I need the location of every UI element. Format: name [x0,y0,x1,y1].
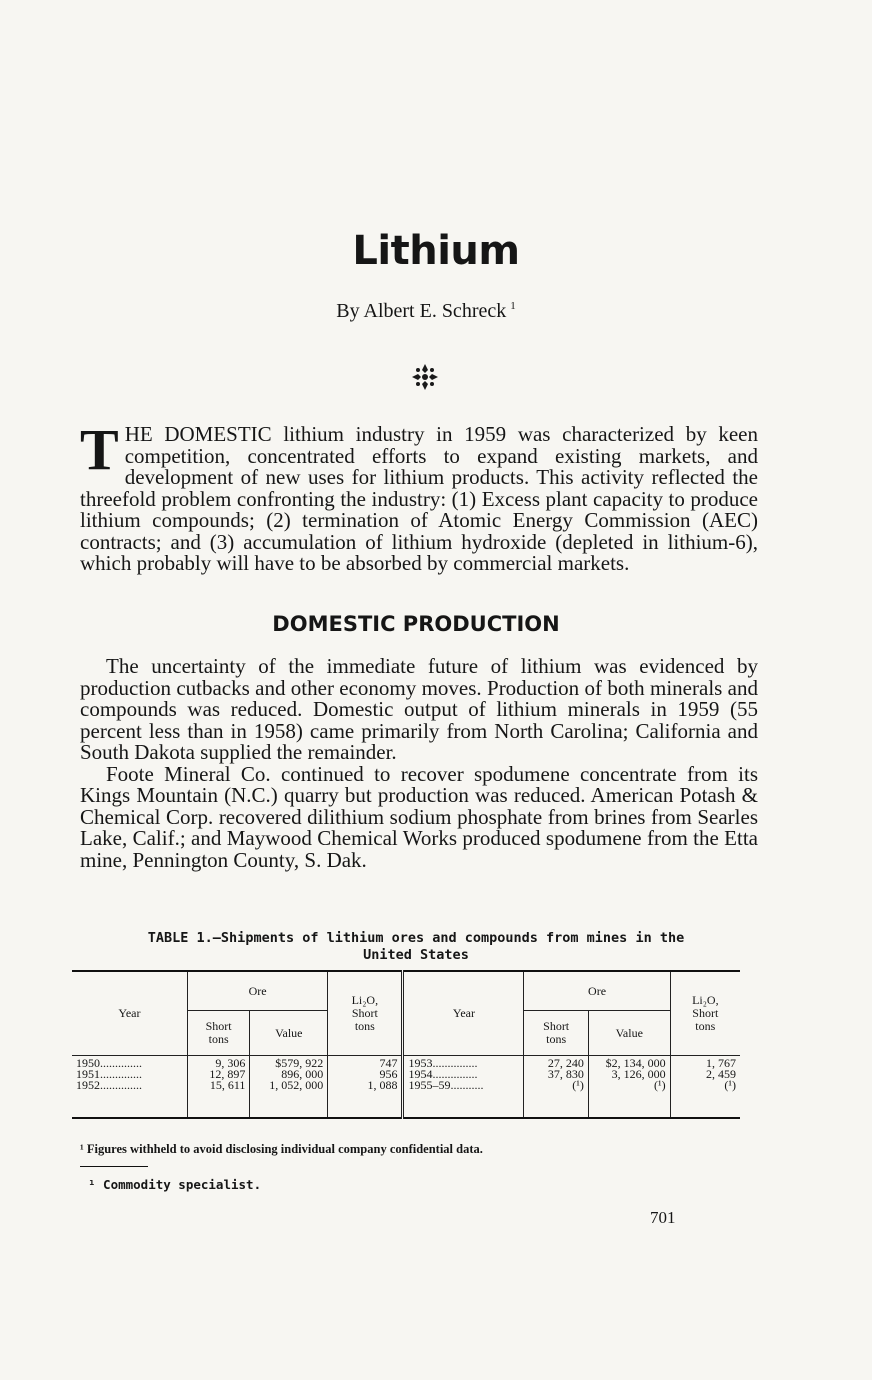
year-value: 1954 [408,1067,433,1081]
footnote-marker: 1 [510,300,516,313]
paragraph: The uncertainty of the immediate future of lithium was evidenced by production cutbacks and other economy moves. Production of both minerals and compounds was reduced. Domestic output of lithium minerals in 1959 (55 percent less than in 1958) came primarily from North Carolina; California and South Dakota supplied the remainder. [80,654,758,764]
shipments-table [72,970,740,1119]
cell-value: 15, 611 [209,1078,246,1092]
header-ore: Ore [187,971,327,1011]
header-value: Value [250,1011,328,1056]
page-title: Lithium [352,228,520,274]
short-tons-cell [524,1056,588,1118]
cell-value: 9, 306 [215,1056,246,1070]
table-caption-line: TABLE 1.—Shipments of lithium ores and compounds from mines in the [147,930,685,946]
table-caption [96,930,736,964]
value-cell [250,1056,328,1118]
header-li2o [670,971,740,1056]
header-short-tons-text: Short tons [205,1019,232,1046]
ornament-icon [410,362,440,392]
header-li2o-line: Li₂O, [692,993,719,1007]
year-value: 1953 [408,1056,433,1070]
cell-value: (¹) [724,1078,736,1092]
header-year: Year [72,971,187,1056]
li2o-cell [328,1056,403,1118]
header-short-tons [187,1011,250,1056]
author-name: By Albert E. Schreck [336,300,507,322]
cell-value: 1, 088 [367,1078,398,1092]
header-li2o-line: Short tons [692,1006,719,1033]
author-footnote: ¹ Commodity specialist. [88,1177,262,1192]
value-cell [588,1056,670,1118]
year-cell: 1950.............. 1951.............. 1952.............. [72,1056,187,1118]
cell-value: (¹) [572,1078,584,1092]
cell-value: $579, 922 [275,1056,324,1070]
header-year: Year [403,971,524,1056]
footnote-divider [80,1166,148,1167]
paragraph: Foote Mineral Co. continued to recover spodumene concentrate from its Kings Mountain (N.C.) quarry but production was reduced. American Potash & Chemical Corp. recovered dilithium sodium phosphate from brines from Searles Lake, Calif.; and Maywood Chemical Works produced spodumene from the Etta mine, Pennington County, S. Dak. [80,761,758,872]
cell-value: 1, 052, 000 [269,1078,324,1092]
table-row [72,1056,740,1118]
cell-value: 3, 126, 000 [611,1067,666,1081]
drop-cap: T [80,417,119,482]
year-value: 1955–59 [408,1078,451,1092]
cell-value: 27, 240 [547,1056,584,1070]
header-li2o-line: Short tons [351,1006,378,1033]
byline [0,300,852,323]
year-value: 1950 [76,1056,100,1070]
intro-text: HE DOMESTIC lithium industry in 1959 was characterized by keen competition, concentrated efforts to expand existing markets, and development of new uses for lithium products. This activity reflected the threefold problem confronting the industry: (1) Excess plant capacity to produce lithium compounds; (2) termination of Atomic Energy Commission (AEC) contracts; and (3) accumulation of lithium hydroxide (depleted in lithium-6), which probably will have to be absorbed by commercial markets. [80,422,758,575]
intro-paragraph [80,417,758,575]
li2o-cell [670,1056,740,1118]
page-number: 701 [650,1208,676,1227]
cell-value: 37, 830 [547,1067,584,1081]
year-value: 1951 [76,1067,100,1081]
year-cell: 1953............... 1954............... 1955–59........... [403,1056,524,1118]
section-heading: DOMESTIC PRODUCTION [272,612,560,636]
header-li2o-line: Li₂O, [351,993,379,1007]
header-short-tons-text: Short tons [543,1019,570,1046]
short-tons-cell [187,1056,250,1118]
header-short-tons [524,1011,588,1056]
header-ore: Ore [524,971,670,1011]
cell-value: 1, 767 [706,1056,736,1070]
table-caption-line: United States [363,947,469,963]
cell-value: (¹) [654,1078,666,1092]
header-li2o [328,971,403,1056]
cell-value: 12, 897 [209,1067,246,1081]
cell-value: 896, 000 [281,1067,324,1081]
header-value: Value [588,1011,670,1056]
cell-value: 956 [379,1067,398,1081]
cell-value: 747 [379,1056,398,1070]
production-text [80,656,758,871]
table-footnote: ¹ Figures withheld to avoid disclosing individual company confidential data. [80,1142,483,1156]
year-value: 1952 [76,1078,100,1092]
cell-value: 2, 459 [706,1067,736,1081]
cell-value: $2, 134, 000 [605,1056,666,1070]
